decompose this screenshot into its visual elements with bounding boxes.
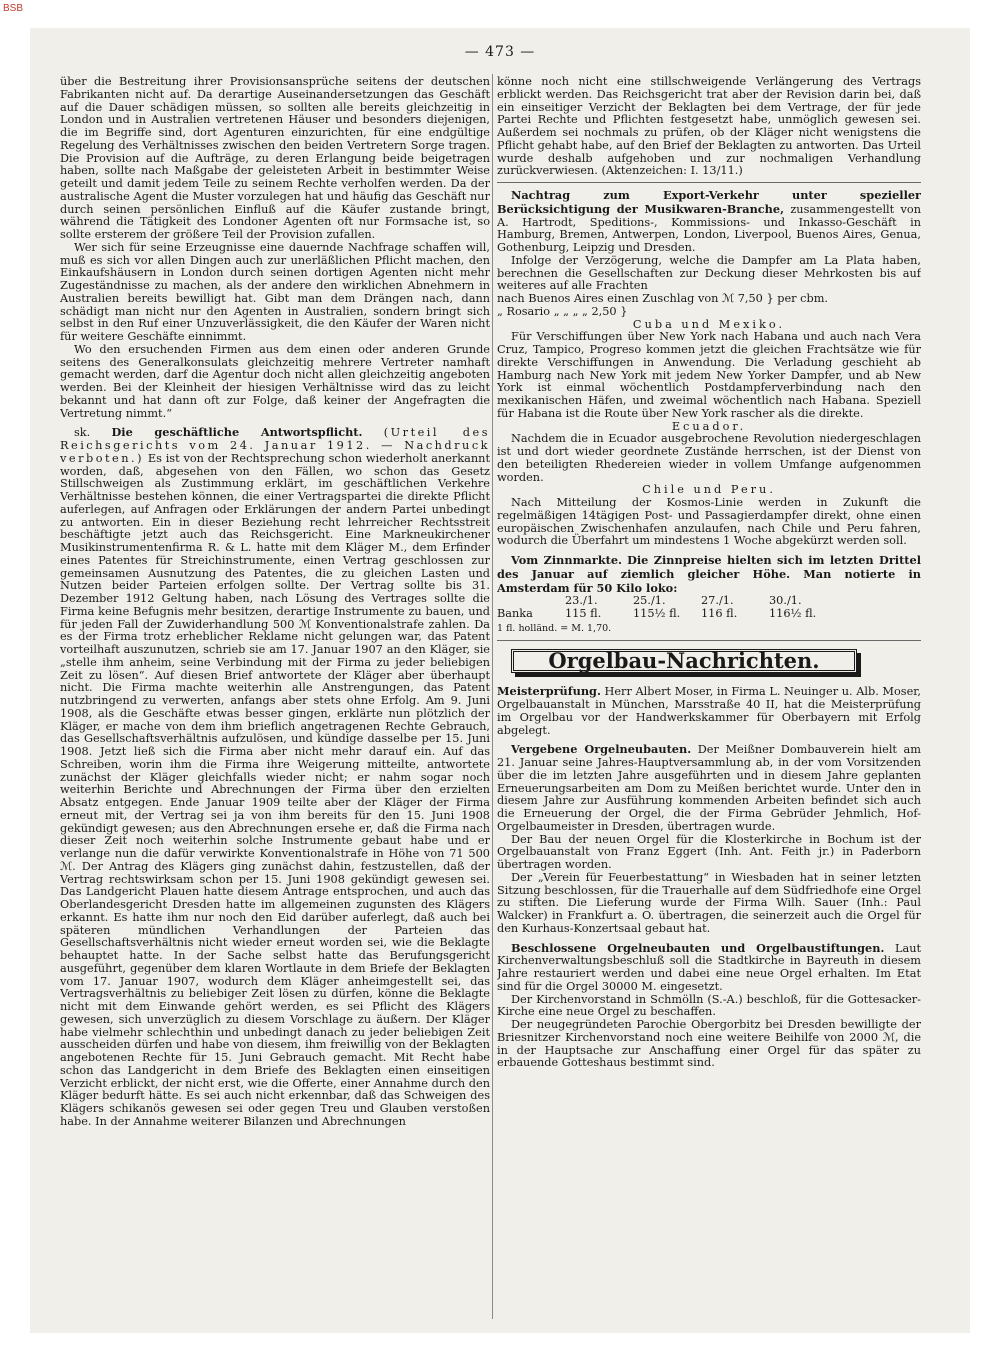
- article-meisterpruefung: [497, 685, 921, 737]
- article-body: Der Meißner Dombauverein hielt am 21. Januar seine Jahres-Hauptversammlung ab, in der vom Vorsitzenden über die im letzten Jahre ausgeführten und in diesem Jahre geplanten Erneuerungsarbeiten am Dom zu Meißen berichtet wurde. Unter den in diesem Jahre zur Ausführung kommenden Arbeiten befindet sich auch die Erneuerung der Orgel, die der Firma Gebrüder Jehmlich, Hof-Orgelbaumeister in Dresden, übertragen wurde.: [497, 743, 921, 833]
- paragraph: Für Verschiffungen über New York nach Habana und auch nach Vera Cruz, Tampico, Progreso kommen jetzt die gleichen Frachtsätze wie für direkte Verschiffungen in Anwendung. Die Verladung geschieht ab Hamburg nach New York mit jedem New Yorker Dampfer, und ab New York ist einmal wöchentlich Postdampferverbindung nach den mexikanischen Häfen, und zweimal wöchentlich nach Habana. Speziell für Habana ist die Route über New York rascher als die direkte.: [497, 330, 921, 420]
- paragraph: über die Bestreitung ihrer Provisionsansprüche seitens der deutschen Fabrikanten nicht auf. Da derartige Auseinandersetzungen das Geschäft auf die Dauer schädigen müssen, so sollten alle bereits gleichzeitig in London und in Australien vertretenen Häuser und besonders diejenigen, die im Begriffe sind, dort Agenturen einzurichten, für eine endgültige Regelung des Verhältnisses zwischen den beiden Vertretern Sorge tragen. Die Provision auf die Aufträge, zu deren Erlangung beide beigetragen haben, sollte nach Maßgabe der geleisteten Arbeit in bestimmter Weise geteilt und damit jedem Teile zu seinem Rechte verholfen werden. Da der australische Agent die Muster vorzulegen hat und häufig das Geschäft nur durch seinen persönlichen Einfluß auf die Käufer zustande bringt, während die Tätigkeit des Londoner Agenten oft nur Formsache ist, so sollte ersterem der größere Teil der Provision zufallen.: [60, 76, 490, 241]
- article-body: Laut Kirchenverwaltungsbeschluß soll die Stadtkirche in Bayreuth in diesem Jahre restauriert werden und dabei eine neue Orgel erhalten. Im Etat sind für die Orgel 30000 M. eingesetzt.: [497, 941, 921, 993]
- table-row: [497, 608, 837, 621]
- paragraph: Der neugegründeten Parochie Obergorbitz bei Dresden bewilligte der Briesnitzer Kirchenvorstand noch eine weitere Beihilfe von 2000 ℳ, die in der Hauptsache zur Anschaffung einer Orgel für das später zu erbauende Gotteshaus bestimmt sind.: [497, 1018, 921, 1070]
- left-column: [60, 76, 490, 1321]
- table-cell: 27./1.: [701, 594, 734, 608]
- article-title: Vergebene Orgelneubauten.: [511, 742, 692, 757]
- article-export: [497, 189, 921, 255]
- article-vergebene: [497, 743, 921, 833]
- article-subtitle: (Urteil des Reichsgerichts vom 24. Januar 1912. — Nachdruck verboten.): [60, 426, 490, 465]
- article-title: Nachtrag zum Export-Verkehr unter spezieller Berücksichtigung der Musikwaren-Branche,: [497, 188, 921, 216]
- table-cell: Banka: [497, 607, 533, 620]
- section-rule: [497, 640, 921, 641]
- page-number: — 473 —: [464, 44, 536, 60]
- table-cell: 23./1.: [565, 594, 598, 608]
- library-mark: BSB: [3, 3, 24, 14]
- article-body: Die Zinnpreise hielten sich im letzten Drittel des Januar auf ziemlich gleicher Höhe. Man notierte in Amsterdam für 50 Kilo loko:: [497, 553, 921, 595]
- section-rule: [497, 182, 921, 183]
- article-title: Beschlossene Orgelneubauten und Orgelbaustiftungen.: [511, 940, 885, 955]
- right-column: [497, 76, 921, 1321]
- table-cell: 115½ fl.: [633, 607, 681, 620]
- paragraph: Nachdem die in Ecuador ausgebrochene Revolution niedergeschlagen ist und dort wieder geordnete Zustände herrschen, ist der Dienst von den beteiligten Rhedereien wieder in vollem Umfange aufgenommen worden.: [497, 432, 921, 484]
- table-cell: 25./1.: [633, 594, 666, 608]
- paragraph: Wer sich für seine Erzeugnisse eine dauernde Nachfrage schaffen will, muß es sich vor allen Dingen auch zur unerläßlichen Pflicht machen, den Einkaufshäusern in London durch seinen dortigen Agenten nicht mehr Zugeständnisse zu machen, als der andere den wirklichen Abnehmern in Australien bereits bewilligt hat. Gibt man dem Drängen nach, dann schädigt man nicht nur den Agenten in Australien, sondern bringt sich selbst in den Ruf einer Unzuverlässigkeit, die den Käufer der Waren nicht für weitere Geschäfte einnimmt.: [60, 240, 490, 343]
- table-cell: 116½ fl.: [769, 607, 817, 620]
- table-cell: 30./1.: [769, 594, 802, 608]
- tin-price-table: [497, 595, 837, 621]
- paragraph: Wo den ersuchenden Firmen aus dem einen oder anderen Grunde seitens des Generalkonsulats gleichzeitig mehrere Vertreter namhaft gemacht werden, darf die Agentur doch nicht allen gleichzeitig angeboten werden. Bei der Kleinheit der hiesigen Verhältnisse wird das zu leicht bekannt und hat dann oft zur Folge, daß keiner der Angefragten die Vertretung nimmt.“: [60, 342, 490, 420]
- article-zinnmarkt: [497, 554, 921, 595]
- paragraph: Nach Mitteilung der Kosmos-Linie werden in Zukunft die regelmäßigen 14tägigen Post- und Passagierdampfer direkt, ohne einen europäischen Zwischenhafen anzulaufen, nach Chile und Peru fahren, wodurch die Überfahrt um mindestens 1 Woche abgekürzt werden soll.: [497, 496, 921, 548]
- paragraph: Der Bau der neuen Orgel für die Klosterkirche in Bochum ist der Orgelbauanstalt von Franz Eggert (Inh. Ant. Feith jr.) in Paderborn übertragen worden.: [497, 832, 921, 871]
- rate-line: „ Rosario „ „ „ „ 2,50 }: [497, 304, 628, 318]
- table-cell: 115 fl.: [565, 607, 602, 620]
- article-body: Herr Albert Moser, in Firma L. Neuinger u. Alb. Moser, Orgelbauanstalt in München, Marsstraße 40 II, hat die Meisterprüfung im Orgelbau vor der Handwerkskammer für Oberbayern mit Erfolg abgelegt.: [497, 685, 921, 737]
- article-body: Es ist von der Rechtsprechung schon wiederholt anerkannt worden, daß, abgesehen von den Fällen, wo schon das Gesetz Stillschweigen als Zustimmung erklärt, im geschäftlichen Verkehre Verhältnisse bestehen können, die einer Vertragspartei die direkte Pflicht auferlegen, auf Anfragen oder Erklärungen der andern Partei unbedingt zu antworten. Ein in dieser Beziehung recht lehrreicher Rechtsstreit beschäftigte jetzt auch das Reichsgericht. Eine Markneukirchener Musikinstrumentenfirma R. & L. hatte mit dem Kläger M., dem Erfinder eines Patentes für Streichinstrumente, einen Vertrag geschlossen zur gemeinsamen Ausnutzung des Patentes, die zu gleichen Lasten und Nutzen beider Parteien erfolgen sollte. Der Vertrag sollte bis 31. Dezember 1912 Geltung haben, nach Lösung des Vertrages sollte die Firma keine Befugnis mehr besitzen, derartige Instrumente zu bauen, und für jeden Fall der Zuwiderhandlung 500 ℳ Konventionalstrafe zahlen. Da es der Firma trotz erheblicher Reklame nicht gelungen war, das Patent vorteilhaft auszunutzen, schrieb sie am 17. Januar 1907 an den Kläger, sie „stelle ihm anheim, seine Verbindung mit der Firma zu jeder beliebigen Zeit zu lösen“. Auf diesen Brief antwortete der Kläger aber überhaupt nicht. Die Firma machte weiterhin alle Anstrengungen, das Patent nutzbringend zu verwerten, anfangs aber stets ohne Erfolg. Am 9. Juni 1908, als die Geschäfte etwas besser gingen, erklärte nun plötzlich der Kläger, er mache von dem ihm brieflich angetragenen Rechte Gebrauch, das Gesellschaftsverhältnis aufzulösen, und kündige dasselbe per 15. Juni 1908. Jetzt ließ sich die Firma aber nicht mehr darauf ein. Auf das Schreiben, worin ihm die Firma ihre Weigerung mitteilte, antwortete zunächst der Kläger gleichfalls wieder nicht; er nahm sogar noch weiterhin Berichte und Abrechnungen der Firma über den erzielten Absatz entgegen. Ende Januar 1909 teilte aber der Kläger der Firma erneut mit, der Vertrag sei ja von ihm bereits für den 15. Juni 1908 gekündigt gewesen; aus den Abrechnungen ersehe er, daß die Firma nach dieser Zeit noch weiterhin solche Instrumente gebaut habe und er verlange nun die dafür verwirkte Konventionalstrafe in Höhe von 71 500 ℳ. Der Antrag des Klägers ging zunächst dahin, festzustellen, daß der Vertrag rechtswirksam schon per 15. Juni 1908 gekündigt gewesen sei. Das Landgericht Plauen hatte diesem Antrage entsprochen, und auch das Oberlandesgericht Dresden hatte im allgemeinen zugunsten des Klägers erkannt. Es hatte ihm nur noch den Eid darüber auferlegt, daß auch bei späteren mündlichen Verhandlungen der Parteien das Gesellschaftsverhältnis nicht wieder erneut worden sei, wie die Beklagte behauptet hatte. In der Sache selbst hatte das Berufungsgericht ausgeführt, gegenüber dem klaren Wortlaute in dem Briefe der Beklagten vom 17. Januar 1907, wodurch dem Kläger anheimgestellt sei, das Vertragsverhältnis zu beliebiger Zeit lösen zu dürfen, könne die Beklagte nicht mit dem Einwande gehört werden, es sei Pflicht des Klägers gewesen, sich unverzüglich zu diesem Vorschlage zu äußern. Der Kläger habe vielmehr schlechthin und unbedingt danach zu jeder beliebigen Zeit ausscheiden dürfen und habe von diesem, ihm freiwillig von der Beklagten angebotenen Rechte für 15. Juni Gebrauch gemacht. Mit Recht habe schon das Landgericht in dem Briefe des Beklagten einen einseitigen Verzicht erblickt, der nicht erst, wie die Offerte, einer Annahme durch den Kläger bedurft hätte. Es sei auch nicht erkennbar, daß das Schweigen des Klägers schikanös gewesen sei oder gegen Treu und Glauben verstoßen habe. In der Annahme weiterer Bilanzen und Abrechnungen: [60, 451, 490, 1128]
- column-divider: [492, 74, 493, 1319]
- subheading-chile: Chile und Peru.: [642, 483, 776, 497]
- paragraph: Der „Verein für Feuerbestattung“ in Wiesbaden hat in seiner letzten Sitzung beschlossen, für die Trauerhalle auf dem Südfriedhofe eine Orgel zu stiften. Die Lieferung wurde der Firma Wilh. Sauer (Inh.: Paul Walcker) in Frankfurt a. O. übertragen, die seinerzeit auch die Orgel für den Kurhaus-Konzertsaal gebaut hat.: [497, 870, 921, 935]
- article-title: Meisterprüfung.: [497, 684, 601, 699]
- paragraph: Infolge der Verzögerung, welche die Dampfer am La Plata haben, berechnen die Gesellschaften zur Deckung dieser Mehrkosten bis auf weiteres auf alle Frachten: [497, 253, 921, 293]
- rate-line: nach Buenos Aires einen Zuschlag von ℳ 7,50 } per cbm.: [497, 292, 829, 305]
- article-title: Vom Zinnmarkte.: [511, 553, 622, 567]
- subheading-cuba: Cuba und Mexiko.: [632, 317, 786, 331]
- article-antwortspflicht: [60, 426, 490, 1128]
- subheading-ecuador: Ecuador.: [671, 419, 747, 433]
- paragraph: könne noch nicht eine stillschweigende Verlängerung des Vertrags erblickt werden. Das Reichsgericht trat aber der Revision darin bei, daß ein einseitiger Verzicht der Beklagten bei dem Vertrage, der für jede Partei Rechte und Pflichten festgesetzt habe, unmöglich gewesen sei. Außerdem sei nochmals zu prüfen, ob der Kläger nicht wenigstens die Pflicht gehabt habe, auf den Brief der Beklagten zu antworten. Das Urteil wurde deshalb aufgehoben und zur nochmaligen Verhandlung zurückverwiesen. (Aktenzeichen: I. 13/11.): [497, 76, 921, 178]
- article-beschlossene: [497, 942, 921, 994]
- paragraph: Der Kirchenvorstand in Schmölln (S.-A.) beschloß, für die Gottesacker-Kirche eine neue Orgel zu beschaffen.: [497, 992, 921, 1019]
- article-title: Die geschäftliche Antwortspflicht.: [111, 425, 363, 440]
- table-cell: 116 fl.: [701, 607, 738, 620]
- article-body: zusammengestellt von A. Hartrodt, Speditions-, Kommissions- und Inkasso-Geschäft in Hamburg, Bremen, Antwerpen, London, Liverpool, Buenos Aires, Genua, Gothenburg, Leipzig und Dresden.: [497, 202, 921, 254]
- article-prefix: sk.: [74, 426, 91, 440]
- footnote: 1 fl. holländ. = M. 1,70.: [497, 622, 612, 634]
- section-banner: Orgelbau-Nachrichten.: [511, 649, 857, 674]
